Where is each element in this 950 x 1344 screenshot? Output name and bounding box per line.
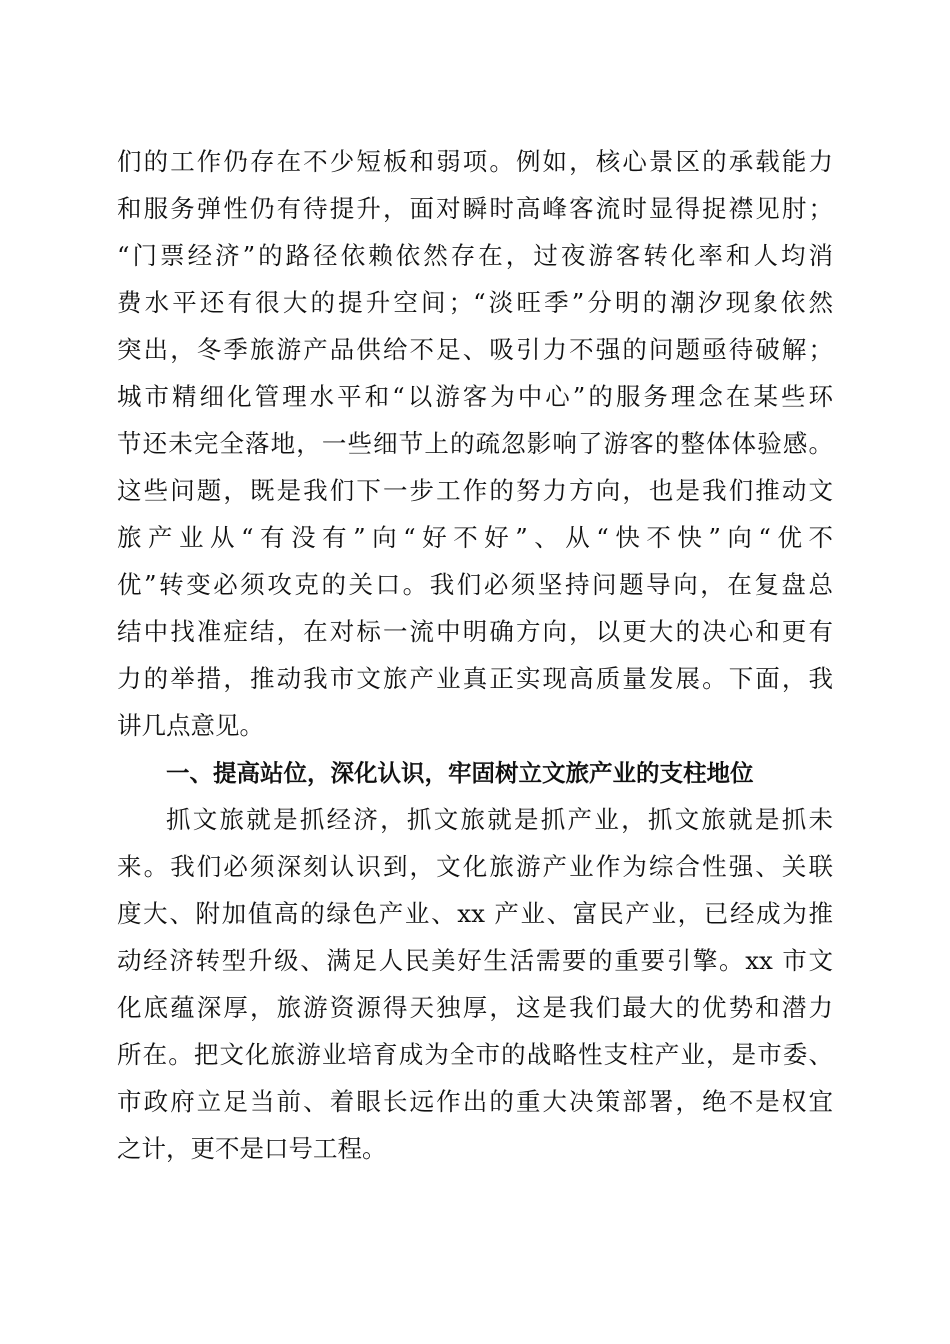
paragraph-line: 节还未完全落地，一些细节上的疏忽影响了游客的整体体验感。 (117, 429, 833, 458)
paragraph-line: “门票经济”的路径依赖依然存在，过夜游客转化率和人均消 (117, 241, 833, 270)
paragraph-line: 旅产业从“有没有”向“好不好”、从“快不快”向“优不 (117, 523, 833, 552)
paragraph-line: 力的举措，推动我市文旅产业真正实现高质量发展。下面，我 (117, 664, 833, 693)
paragraph-line: 费水平还有很大的提升空间；“淡旺季”分明的潮汐现象依然 (117, 288, 833, 317)
paragraph-line: 城市精细化管理水平和“以游客为中心”的服务理念在某些环 (117, 382, 833, 411)
paragraph-line: 市政府立足当前、着眼长远作出的重大决策部署，绝不是权宜 (117, 1087, 833, 1116)
paragraph-line: 化底蕴深厚，旅游资源得天独厚，这是我们最大的优势和潜力 (117, 993, 833, 1022)
paragraph-line: 突出，冬季旅游产品供给不足、吸引力不强的问题亟待破解； (117, 335, 833, 364)
paragraph-line: 们的工作仍存在不少短板和弱项。例如，核心景区的承载能力 (117, 147, 833, 176)
paragraph-line: 优”转变必须攻克的关口。我们必须坚持问题导向，在复盘总 (117, 570, 833, 599)
paragraph-line: 之计，更不是口号工程。 (117, 1134, 387, 1163)
paragraph-line: 动经济转型升级、满足人民美好生活需要的重要引擎。xx 市文 (117, 946, 833, 975)
paragraph-line: 这些问题，既是我们下一步工作的努力方向，也是我们推动文 (117, 476, 833, 505)
paragraph-line: 来。我们必须深刻认识到，文化旅游产业作为综合性强、关联 (117, 852, 833, 881)
paragraph-line: 结中找准症结，在对标一流中明确方向，以更大的决心和更有 (117, 617, 833, 646)
paragraph-line: 度大、附加值高的绿色产业、xx 产业、富民产业，已经成为推 (117, 899, 833, 928)
paragraph-line: 所在。把文化旅游业培育成为全市的战略性支柱产业，是市委、 (117, 1040, 833, 1069)
section-heading: 一、提高站位，深化认识，牢固树立文旅产业的支柱地位 (166, 759, 754, 787)
paragraph-line: 和服务弹性仍有待提升，面对瞬时高峰客流时显得捉襟见肘； (117, 194, 833, 223)
paragraph-line: 抓文旅就是抓经济，抓文旅就是抓产业，抓文旅就是抓未 (166, 805, 833, 834)
paragraph-line: 讲几点意见。 (117, 711, 264, 740)
